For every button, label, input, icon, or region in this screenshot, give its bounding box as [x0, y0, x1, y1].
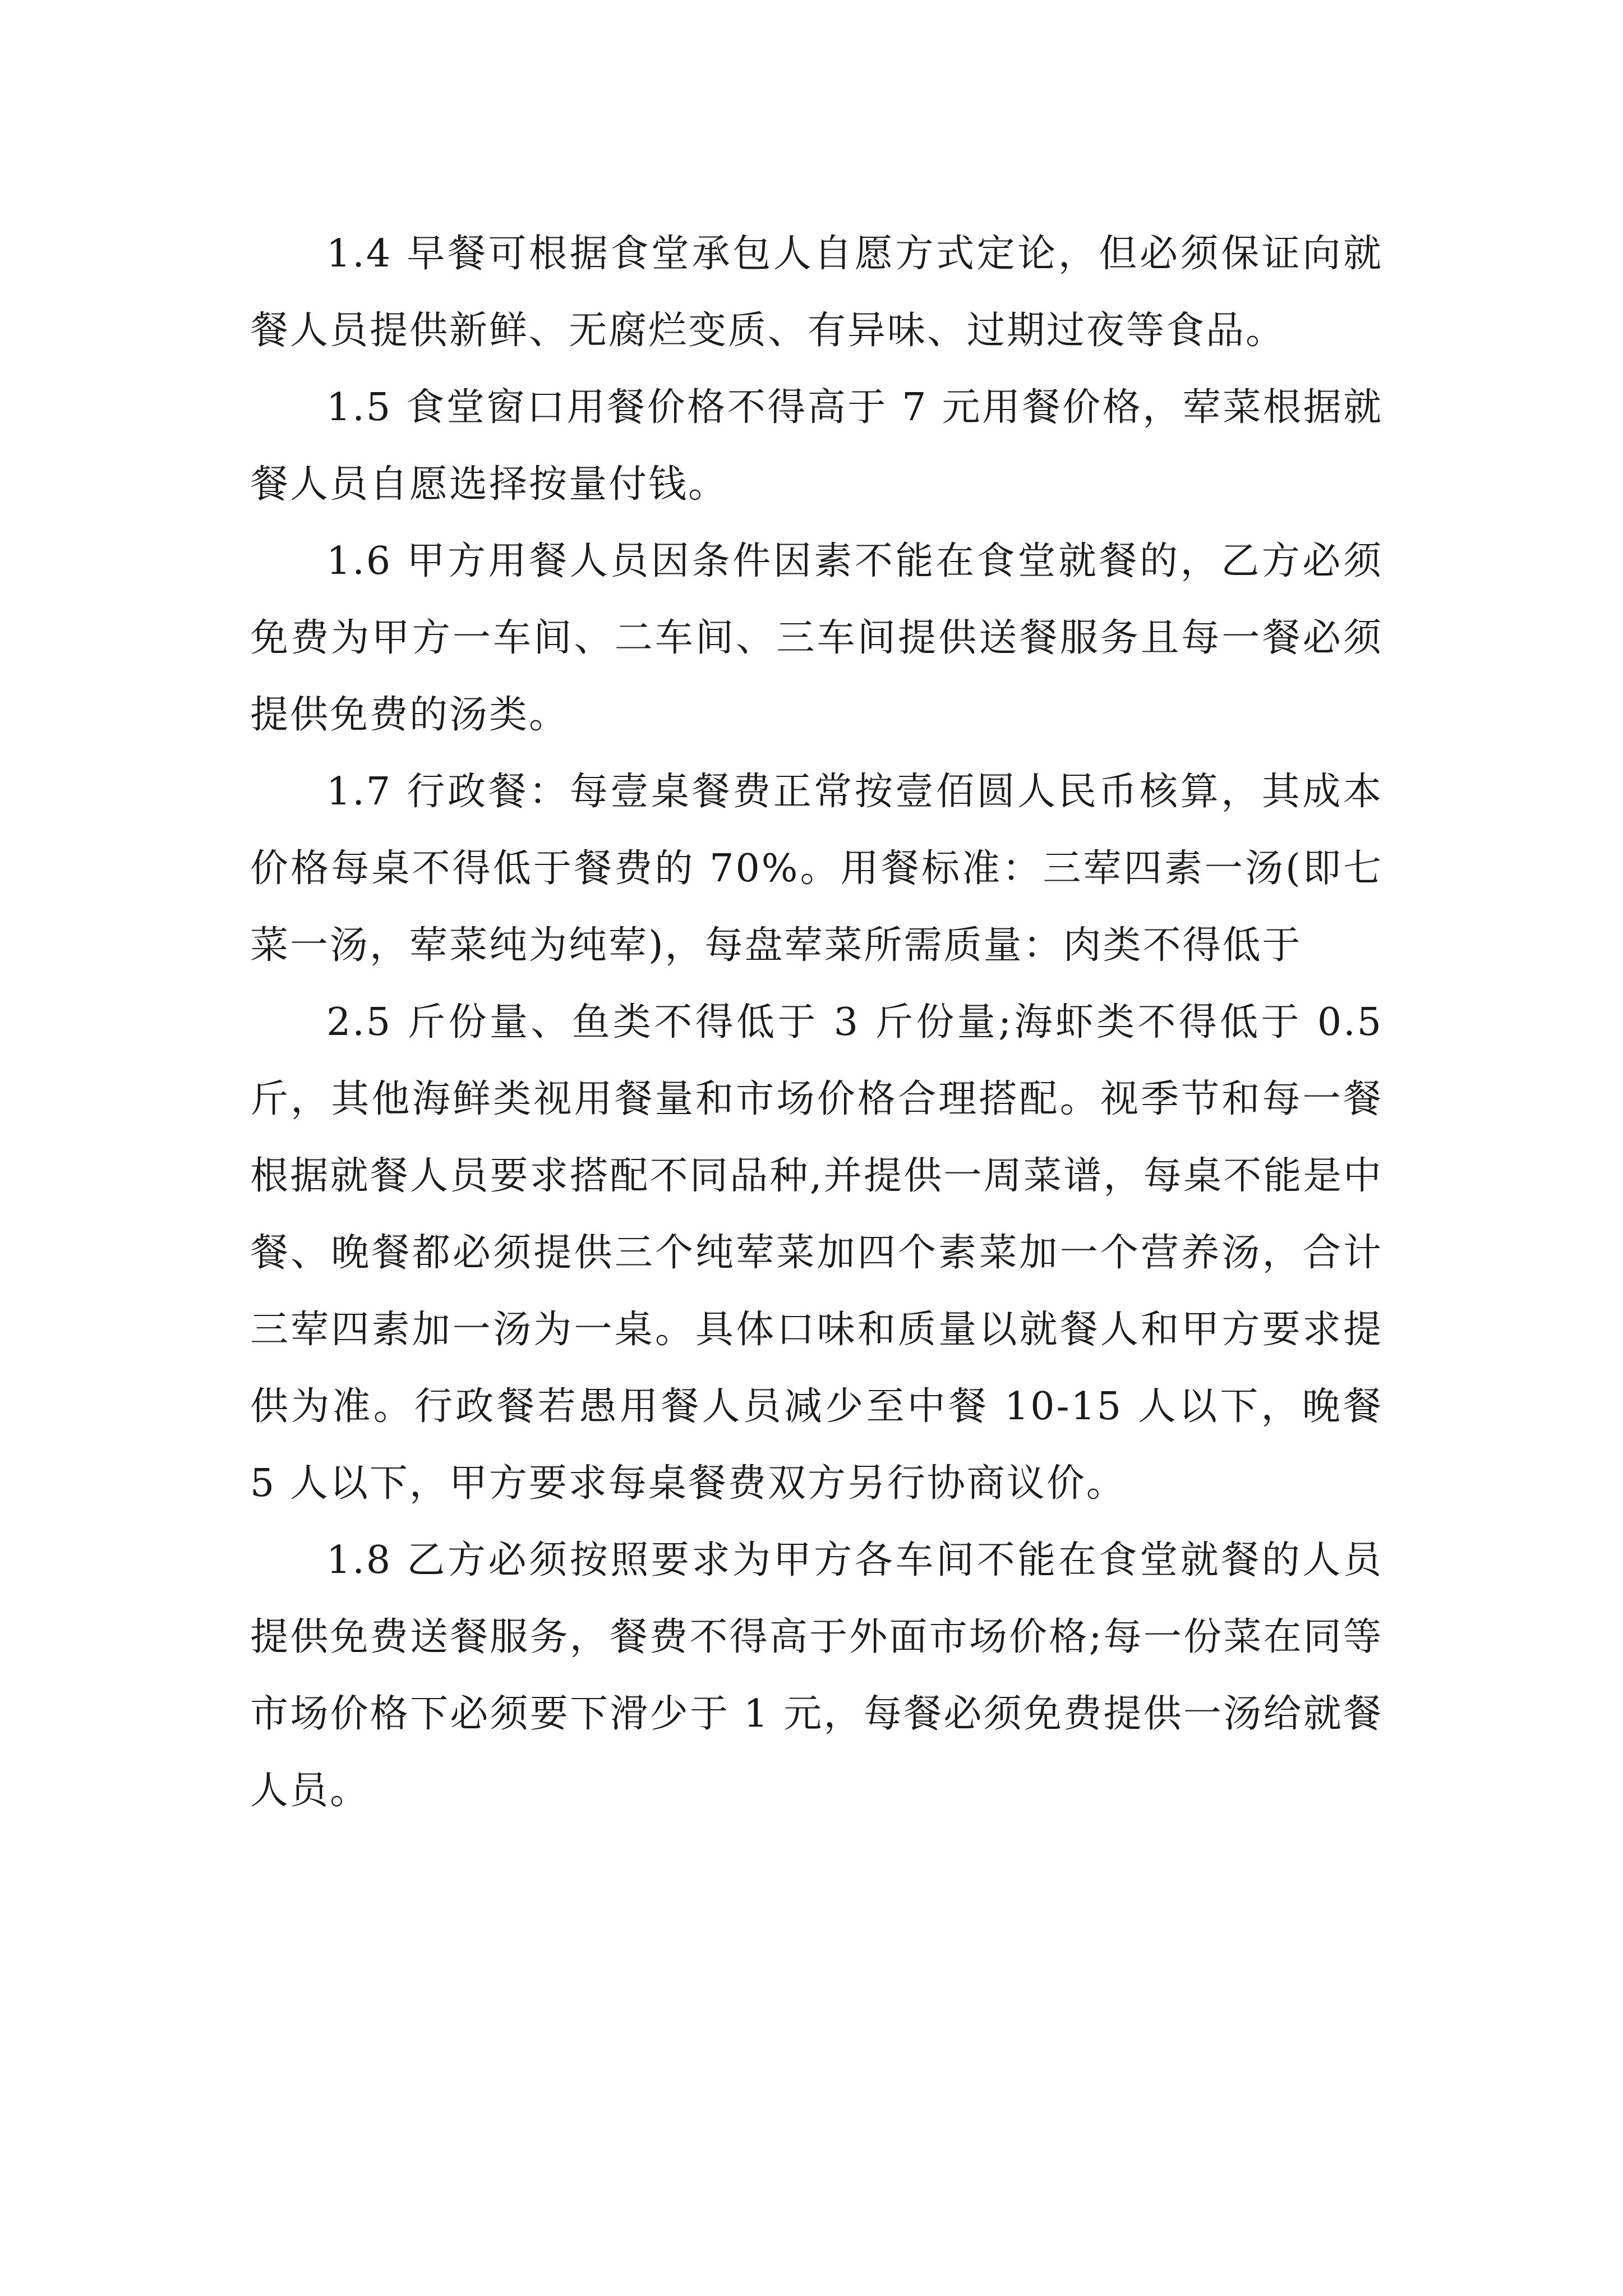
paragraph-1-8: 1.8 乙方必须按照要求为甲方各车间不能在食堂就餐的人员提供免费送餐服务，餐费不得高于外面市场价格;每一份菜在同等市场价格下必须要下滑少于 1 元，每餐必须免费提供一汤给就餐人员。 [250, 1538, 1383, 1813]
body-text [250, 215, 1383, 1829]
paragraph-1-5: 1.5 食堂窗口用餐价格不得高于 7 元用餐价格，荤菜根据就餐人员自愿选择按量付钱。 [250, 385, 1383, 507]
paragraph-1-7: 1.7 行政餐：每壹桌餐费正常按壹佰圆人民币核算，其成本价格每桌不得低于餐费的 70%。用餐标准：三荤四素一汤(即七菜一汤，荤菜纯为纯荤)，每盘荤菜所需质量：肉类不得低于 [250, 770, 1383, 968]
paragraph-1-6: 1.6 甲方用餐人员因条件因素不能在食堂就餐的，乙方必须免费为甲方一车间、二车间、三车间提供送餐服务且每一餐必须提供免费的汤类。 [250, 539, 1383, 737]
paragraph-1-7-continued: 2.5 斤份量、鱼类不得低于 3 斤份量;海虾类不得低于 0.5 斤，其他海鲜类视用餐量和市场价格合理搭配。视季节和每一餐根据就餐人员要求搭配不同品种,并提供一周菜谱，每桌不能是中餐、晚餐都必须提供三个纯荤菜加四个素菜加一个营养汤，合计三荤四素加一汤为一桌。具体口味和质量以就餐人和甲方要求提供为准。行政餐若愚用餐人员减少至中餐 10-15 人以下，晚餐 5 人以下，甲方要求每桌餐费双方另行协商议价。 [250, 1000, 1383, 1506]
paragraph-1-4: 1.4 早餐可根据食堂承包人自愿方式定论，但必须保证向就餐人员提供新鲜、无腐烂变质、有异味、过期过夜等食品。 [250, 232, 1383, 353]
